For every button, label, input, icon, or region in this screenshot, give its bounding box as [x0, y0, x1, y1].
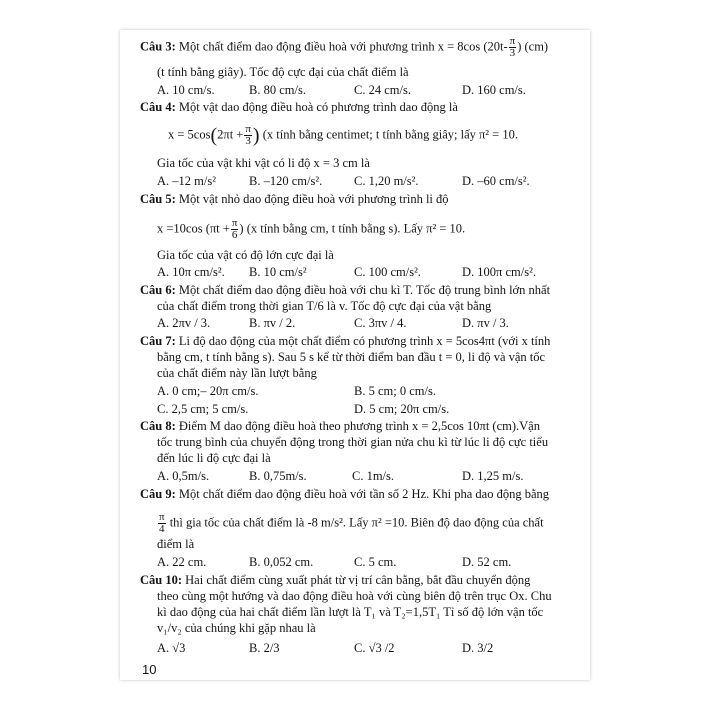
q3-line1: [140, 36, 548, 59]
q7-option-d: D. 5 cm; 20π cm/s.: [354, 402, 450, 416]
q7-line3: của chất điểm này lần lượt bằng: [157, 366, 317, 380]
q5-equation: x =10cos (πt + $\frac{\pi}{6}$ ) (x tính bằng cm, t tính bằng s). Lấy π² = 10.: [157, 217, 466, 241]
q4-option-c: C. 1,20 m/s².: [354, 174, 419, 188]
q6-line2: của chất điểm trong thời gian T/6 là v. Tốc độ cực đại của vật bằng: [157, 299, 492, 313]
page-number: 10: [142, 662, 157, 677]
q6-option-a: A. 2πv / 3.: [157, 316, 211, 330]
q10-line3: kì dao động của hai chất điểm lần lượt là T₁ và T₂=1,5T₁ Tỉ số độ lớn vận tốc: [157, 605, 544, 619]
q5-option-d: D. 100π cm/s².: [462, 265, 536, 279]
q9-line3: điểm là: [157, 537, 195, 551]
q7-label: Câu 7:: [140, 334, 176, 348]
q6-option-d: D. πv / 3.: [462, 316, 509, 330]
q9-option-a: A. 22 cm.: [157, 555, 207, 569]
q5-option-c: C. 100 cm/s².: [354, 265, 421, 279]
q6-option-b: B. πv / 2.: [249, 316, 296, 330]
q8-line2: tốc trung bình của chuyển động trong thời gian nửa chu kì từ lúc li độ cực tiểu: [157, 435, 549, 449]
q6-line1: Câu 6: Một chất điểm dao động điều hoà với chu kì T. Tốc độ trung bình lớn nhất: [140, 283, 551, 297]
q6-label: Câu 6:: [140, 283, 176, 297]
q9-label: Câu 9:: [140, 487, 176, 501]
q10-option-b: B. 2/3: [249, 641, 280, 655]
q4-line1: [140, 99, 458, 115]
q4-label: Câu 4:: [140, 100, 176, 114]
q10-line1: Câu 10: Hai chất điểm cùng xuất phát từ vị trí cân bằng, bắt đầu chuyển động: [140, 573, 531, 587]
q7-option-c: C. 2,5 cm; 5 cm/s.: [157, 402, 249, 416]
q9-line1: Câu 9: Một chất điểm dao động điều hoà với tần số 2 Hz. Khi pha dao động bằng: [140, 487, 549, 501]
q3-option-b: B. 80 cm/s.: [249, 83, 306, 97]
q10-line2: theo cùng một hướng và dao động điều hoà với cùng biên độ trên trục Ox. Chu: [157, 589, 552, 603]
q5-text: Một vật nhỏ dao động điều hoà với phương trình li độ: [178, 192, 449, 206]
q5-line1: [140, 191, 449, 207]
q3-text-b: ) (cm): [517, 39, 549, 54]
q7-line1: Câu 7: Li độ dao động của một chất điểm có phương trình x = 5cos4πt (với x tính: [140, 334, 551, 348]
q8-option-d: D. 1,25 m/s.: [462, 469, 524, 483]
q3-option-c: C. 24 cm/s.: [354, 83, 411, 97]
q9-option-d: D. 52 cm.: [462, 555, 512, 569]
q3-label: Câu 3:: [140, 39, 176, 54]
q8-label: Câu 8:: [140, 419, 176, 433]
q10-label: Câu 10:: [140, 573, 183, 587]
q9-option-b: B. 0,052 cm.: [249, 555, 314, 569]
q8-option-c: C. 1m/s.: [352, 469, 395, 483]
q5-option-a: A. 10π cm/s².: [157, 265, 225, 279]
q7-option-b: B. 5 cm; 0 cm/s.: [354, 384, 436, 398]
q9-fraction: $\frac{\pi}{4}$: [159, 511, 165, 535]
q3-option-d: D. 160 cm/s.: [462, 83, 526, 97]
q8-line3: đến lúc li độ cực đại là: [157, 451, 271, 465]
q7-option-a: A. 0 cm;– 20π cm/s.: [157, 384, 259, 398]
q5-line3: Gia tốc của vật có độ lớn cực đại là: [157, 248, 334, 262]
q10-line4: v₁/v₂ của chúng khi gặp nhau là: [157, 621, 316, 635]
q9-line2: $\frac{\pi}{4}$ thì gia tốc của chất điểm là -8 m/s². Lấy π² =10. Biên độ dao động của chất: [159, 511, 544, 535]
q4-equation: x = 5cos(2πt + $\frac{\pi}{3}$ ) (x tính bằng centimet; t tính bằng giây; lấy π² = 10.: [168, 123, 518, 147]
q5-fraction: $\frac{\pi}{6}$: [231, 217, 238, 241]
q4-option-d: D. –60 cm/s².: [462, 174, 530, 188]
q3-line2: (t tính bằng giây). Tốc độ cực đại của chất điểm là: [157, 65, 409, 79]
q8-line1: Câu 8: Điểm M dao động điều hoà theo phương trình x = 2,5cos 10πt (cm).Vận: [140, 419, 540, 433]
q4-line3: Gia tốc của vật khi vật có li độ x = 3 cm là: [157, 156, 370, 170]
q7-line2: bằng cm, t tính bằng s). Sau 5 s kể từ thời điểm ban đầu t = 0, li độ và vận tốc: [157, 350, 546, 364]
q10-option-d: D. 3/2: [462, 641, 494, 655]
q6-option-c: C. 3πv / 4.: [354, 316, 407, 330]
q5-label: Câu 5:: [140, 192, 176, 206]
q3-fraction: $\frac{\pi}{3}$: [509, 35, 516, 59]
q3-option-a: A. 10 cm/s.: [157, 83, 215, 97]
q8-option-a: A. 0,5m/s.: [157, 469, 210, 483]
q4-fraction: $\frac{\pi}{3}$: [245, 123, 251, 147]
q10-option-c: C. √3 /2: [354, 641, 395, 655]
q4-text: Một vật dao động điều hoà có phương trình dao động là: [178, 100, 458, 114]
q10-option-a: A. √3: [157, 641, 186, 655]
q9-option-c: C. 5 cm.: [354, 555, 397, 569]
q4-option-a: A. –12 m/s²: [157, 174, 216, 188]
q5-option-b: B. 10 cm/s²: [249, 265, 307, 279]
q4-option-b: B. –120 cm/s².: [249, 174, 323, 188]
q8-option-b: B. 0,75m/s.: [249, 469, 307, 483]
q3-text-a: Một chất điểm dao động điều hoà với phương trình x = 8cos (20t-: [178, 39, 508, 54]
